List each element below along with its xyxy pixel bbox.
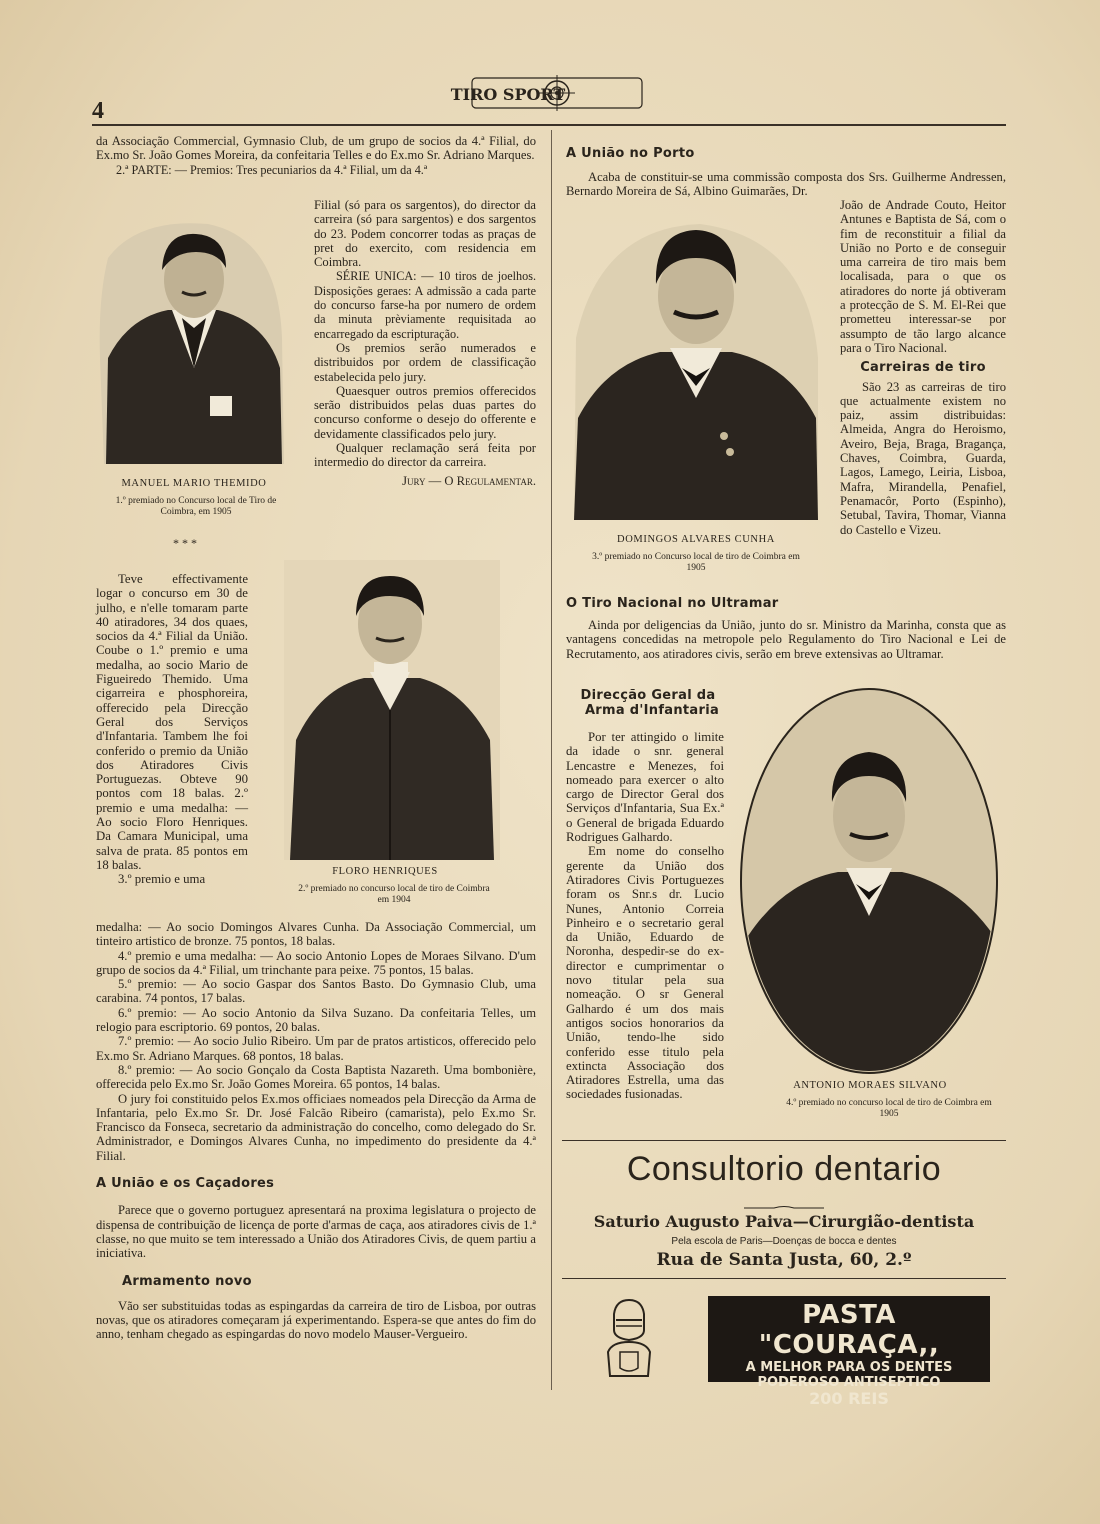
- portrait-floro: [284, 560, 500, 860]
- ad-bottom-rule: [562, 1278, 1006, 1279]
- eighth-prize: 8.º premio: — Ao socio Gonçalo da Costa Baptista Nazareth. Uma bombonière, offerecida pelo Ex.mo Sr. João Gomes Moreira. 65 pontos, 14 balas.: [96, 1062, 536, 1092]
- portrait2-caption: 2.º premiado no concurso local de tiro de Coimbra em 1904: [298, 884, 490, 905]
- armamento-paragraph: Vão ser substituidas todas as espingardas da carreira de tiro de Lisboa, por outras novas, que os atiradores começaram já experimentando. Espera-se que antes do fim do anno, tenham chegado as espingardas do novo modelo Mauser-Vergueiro.: [96, 1298, 536, 1342]
- masthead-logo: [450, 70, 646, 116]
- section-asterisks: * * *: [173, 536, 197, 550]
- portrait1-name: MANUEL MARIO THEMIDO: [121, 478, 267, 489]
- fifth-prize: 5.º premio: — Ao socio Gaspar dos Santos Basto. Do Gymnasio Club, uma carabina. 74 pontos, 17 balas.: [96, 977, 536, 1006]
- jury-paragraph: O jury foi constituido pelos Ex.mos officiaes nomeados pela Direcção da Arma de Infantaria, pelo Ex.mo Sr. Dr. José Falcão Ribeiro (camarista), pelo Ex.mo Sr. Francisco da Fonseca, secretario da administração do concelho, como delegado do Sr. Administrador, e Domingos Alvares Cunha, no impedimento do presidente da 4.ª Filial.: [96, 1091, 536, 1163]
- left-prizes-block: [314, 198, 536, 488]
- ad-title: Consultorio dentario: [626, 1150, 942, 1188]
- direccao-block: [566, 730, 724, 1102]
- portrait4-caption: 4.º premiado no concurso local de tiro de Coimbra em 1905: [786, 1098, 992, 1119]
- cacadores-paragraph: Parece que o governo portuguez apresentará na proxima legislatura o projecto de dispensa de contribuição de licença de porte d'armas de caça, aos atiradores civis de 1.ª classe, no que muito se tem interessado a União dos Atiradores Civis, de quem partiu a iniciativa.: [96, 1203, 536, 1261]
- premios-paragraph: Os premios serão numerados e distribuidos por ordem de classificação estabelecida pelo jury.: [314, 340, 536, 384]
- portrait1-caption: 1.º premiado no Concurso local de Tiro de Coimbra, em 1905: [115, 496, 277, 517]
- armamento-heading: Armamento novo: [122, 1273, 252, 1289]
- jury-signature: Jury — O Regulamentar.: [402, 473, 536, 488]
- porto-paragraph-rest: João de Andrade Couto, Heitor Antunes e Baptista de Sá, com o fim de reconstituir a filial da União no Porto e de conseguir uma carreira de tiro mais bem localisada, para o que os atiradores do norte já obtiveram a protecção de S. M. El-Rei que prometteu interessar-se por assumpto de tão largo alcance para o Tiro Nacional.: [840, 198, 1006, 355]
- porto-narrow-text: [840, 198, 1006, 537]
- page-number: 4: [92, 98, 104, 124]
- direccao-heading-1: Direcção Geral da: [580, 688, 716, 703]
- column-divider: [551, 130, 552, 1390]
- seventh-prize: 7.º premio: — Ao socio Julio Ribeiro. Um par de pratos artisticos, offerecido pelo Ex.mo Sr. Adriano Marques. 68 pontos, 18 balas.: [96, 1034, 536, 1063]
- serie-paragraph: SÉRIE UNICA: — 10 tiros de joelhos. Disposições geraes: A admissão a cada parte do concurso farse-ha por numero de ordem da minuta prèviamente requisitada ao encarregado da escripturação.: [314, 269, 536, 341]
- ultramar-block: [566, 618, 1006, 661]
- portrait-themido: [98, 218, 290, 468]
- porto-heading: A União no Porto: [566, 146, 695, 161]
- ultramar-heading: O Tiro Nacional no Ultramar: [566, 596, 779, 611]
- portrait3-name: DOMINGOS ALVARES CUNHA: [617, 534, 775, 545]
- pasta-line-2: A MELHOR PARA OS DENTES: [745, 1360, 953, 1375]
- reclamacao-paragraph: Qualquer reclamação será feita por intermedio do director da carreira.: [314, 441, 536, 470]
- parte2-line: 2.ª PARTE: — Premios: Tres pecuniarios da 4.ª Filial, um da 4.ª: [116, 162, 428, 177]
- quaesquer-paragraph: Quaesquer outros premios offerecidos serão distribuidos pelas duas partes do concurso conforme o desejo do offerente e devidamente classificados pelo jury.: [314, 383, 536, 441]
- third-prize-start: 3.º premio e uma: [118, 872, 206, 887]
- porto-full-text: [566, 170, 1006, 199]
- pasta-price: 200 REIS: [809, 1389, 889, 1408]
- ad-school-line: Pela escola de Paris—Doenças de bocca e dentes: [671, 1236, 897, 1247]
- carreiras-heading: Carreiras de tiro: [860, 360, 986, 376]
- portrait3-caption: 3.º premiado no Concurso local de tiro de Coimbra em 1905: [592, 552, 800, 573]
- intro-paragraph: da Associação Commercial, Gymnasio Club, de um grupo de socios da 4.ª Filial, do Ex.mo Sr. João Gomes Moreira, da confeitaria Telles e do Ex.mo Sr. Adriano Marques.: [96, 134, 536, 163]
- third-prize-rest: medalha: — Ao socio Domingos Alvares Cunha. Da Associação Commercial, um tinteiro artistico de bronze. 75 pontos, 18 balas.: [96, 920, 536, 949]
- ad-ornament: [744, 1198, 824, 1204]
- portrait-domingos: [570, 218, 822, 520]
- ultramar-paragraph: Ainda por deligencias da União, junto do sr. Ministro da Marinha, consta que as vantagens concedidas na metropole pelo Regulamento do Tiro Nacional e Lei de Recrutamento, aos atiradores civis, serão em breve extensivas ao Ultramar.: [566, 618, 1006, 661]
- direccao-paragraph-2: Em nome do conselho gerente da União dos Atiradores Civis Portuguezes foram os Snr.s dr. Lucio Nunes, Antonio Correia Pinheiro e o secretario geral da União, Eduardo de Noronha, despedir-se do ex-director e cumprimentar o novo titular pela sua nomeação. O sr General Galhardo é um dos mais antigos socios honorarios da União, tendo-lhe sido conferido esse titulo pela extincta Associação dos Atiradores Estrella, uma das sociedades fusionadas.: [566, 844, 724, 1102]
- left-narrow-block: [96, 572, 248, 887]
- ad-address: Rua de Santa Justa, 60, 2.º: [656, 1250, 912, 1270]
- masthead-text: TIRO SPORT: [450, 85, 566, 104]
- cacadores-heading: A União e os Caçadores: [96, 1176, 275, 1192]
- knight-icon: [600, 1296, 658, 1378]
- left-lower-block: [96, 920, 536, 1342]
- direccao-heading-2: Arma d'Infantaria: [584, 703, 720, 718]
- ad-dentist-name: Saturio Augusto Paiva—Cirurgião-dentista: [593, 1212, 975, 1231]
- results-paragraph: Teve effectivamente logar o concurso em 30 de julho, e n'elle tomaram parte 40 atiradores, 34 dos quaes, socios da 4.ª Filial da União. Coube o 1.º premio e uma medalha, ao socio Mario de Figueiredo Themido. Uma cigarreira e phosphoreira, offerecido pela Direcção Geral dos Serviços d'Infantaria. Tambem lhe foi conferido o premio da União dos Atiradores Civis Portuguezas. Obteve 90 pontos com 18 balas. 2.º premio e uma medalha: — Ao socio Floro Henriques. Da Camara Municipal, uma salva de prata. 85 pontos em 18 balas.: [96, 572, 248, 872]
- direccao-paragraph-1: Por ter attingido o limite da idade o snr. general Lencastre e Menezes, foi nomeado para exercer o alto cargo de Director Geral dos Serviços d'Infantaria, Sua Ex.ª o General de brigada Eduardo Rodrigues Galhardo.: [566, 730, 724, 845]
- pasta-couraca-ad: [708, 1296, 990, 1408]
- portrait4-name: ANTONIO MORAES SILVANO: [793, 1080, 947, 1091]
- left-intro-block: [96, 134, 536, 177]
- sixth-prize: 6.º premio: — Ao socio Antonio da Silva Suzano. Da confeitaria Telles, um relogio para escriptorio. 69 pontos, 20 balas.: [96, 1005, 536, 1035]
- parte2-rest: Filial (só para os sargentos), do director da carreira (só para sargentos) e dos sargentos do 23. Podem concorrer todas as praças de pret do exercito, com residencia em Coimbra.: [314, 198, 536, 270]
- carreiras-paragraph: São 23 as carreiras de tiro que actualmente existem no paiz, assim distribuidas: Almeida, Angra do Heroismo, Aveiro, Beja, Braga, Bragança, Chaves, Coimbra, Guarda, Lagos, Lamego, Leiria, Lisboa, Mafra, Mirandella, Penafiel, Penamacôr, Porto (Espinho), Setubal, Tavira, Thomar, Vianna do Castello e Vizeu.: [840, 379, 1006, 537]
- pasta-line-3: PODEROSO ANTISEPTICO: [757, 1375, 941, 1390]
- portrait-silvano: [738, 686, 1000, 1076]
- porto-paragraph-start: Acaba de constituir-se uma commissão composta dos Srs. Guilherme Andressen, Bernardo Moreira de Sá, Albino Guimarães, Dr.: [566, 170, 1006, 199]
- fourth-prize: 4.º premio e uma medalha: — Ao socio Antonio Lopes de Moraes Silvano. D'um grupo de socios da 4.ª Filial, um trinchante para peixe. 75 pontos, 15 balas.: [96, 948, 536, 977]
- ad-top-rule: [562, 1140, 1006, 1141]
- portrait2-name: FLORO HENRIQUES: [332, 866, 438, 877]
- header-rule: [92, 124, 1006, 126]
- pasta-title: PASTA "COURAÇA,,: [758, 1300, 940, 1360]
